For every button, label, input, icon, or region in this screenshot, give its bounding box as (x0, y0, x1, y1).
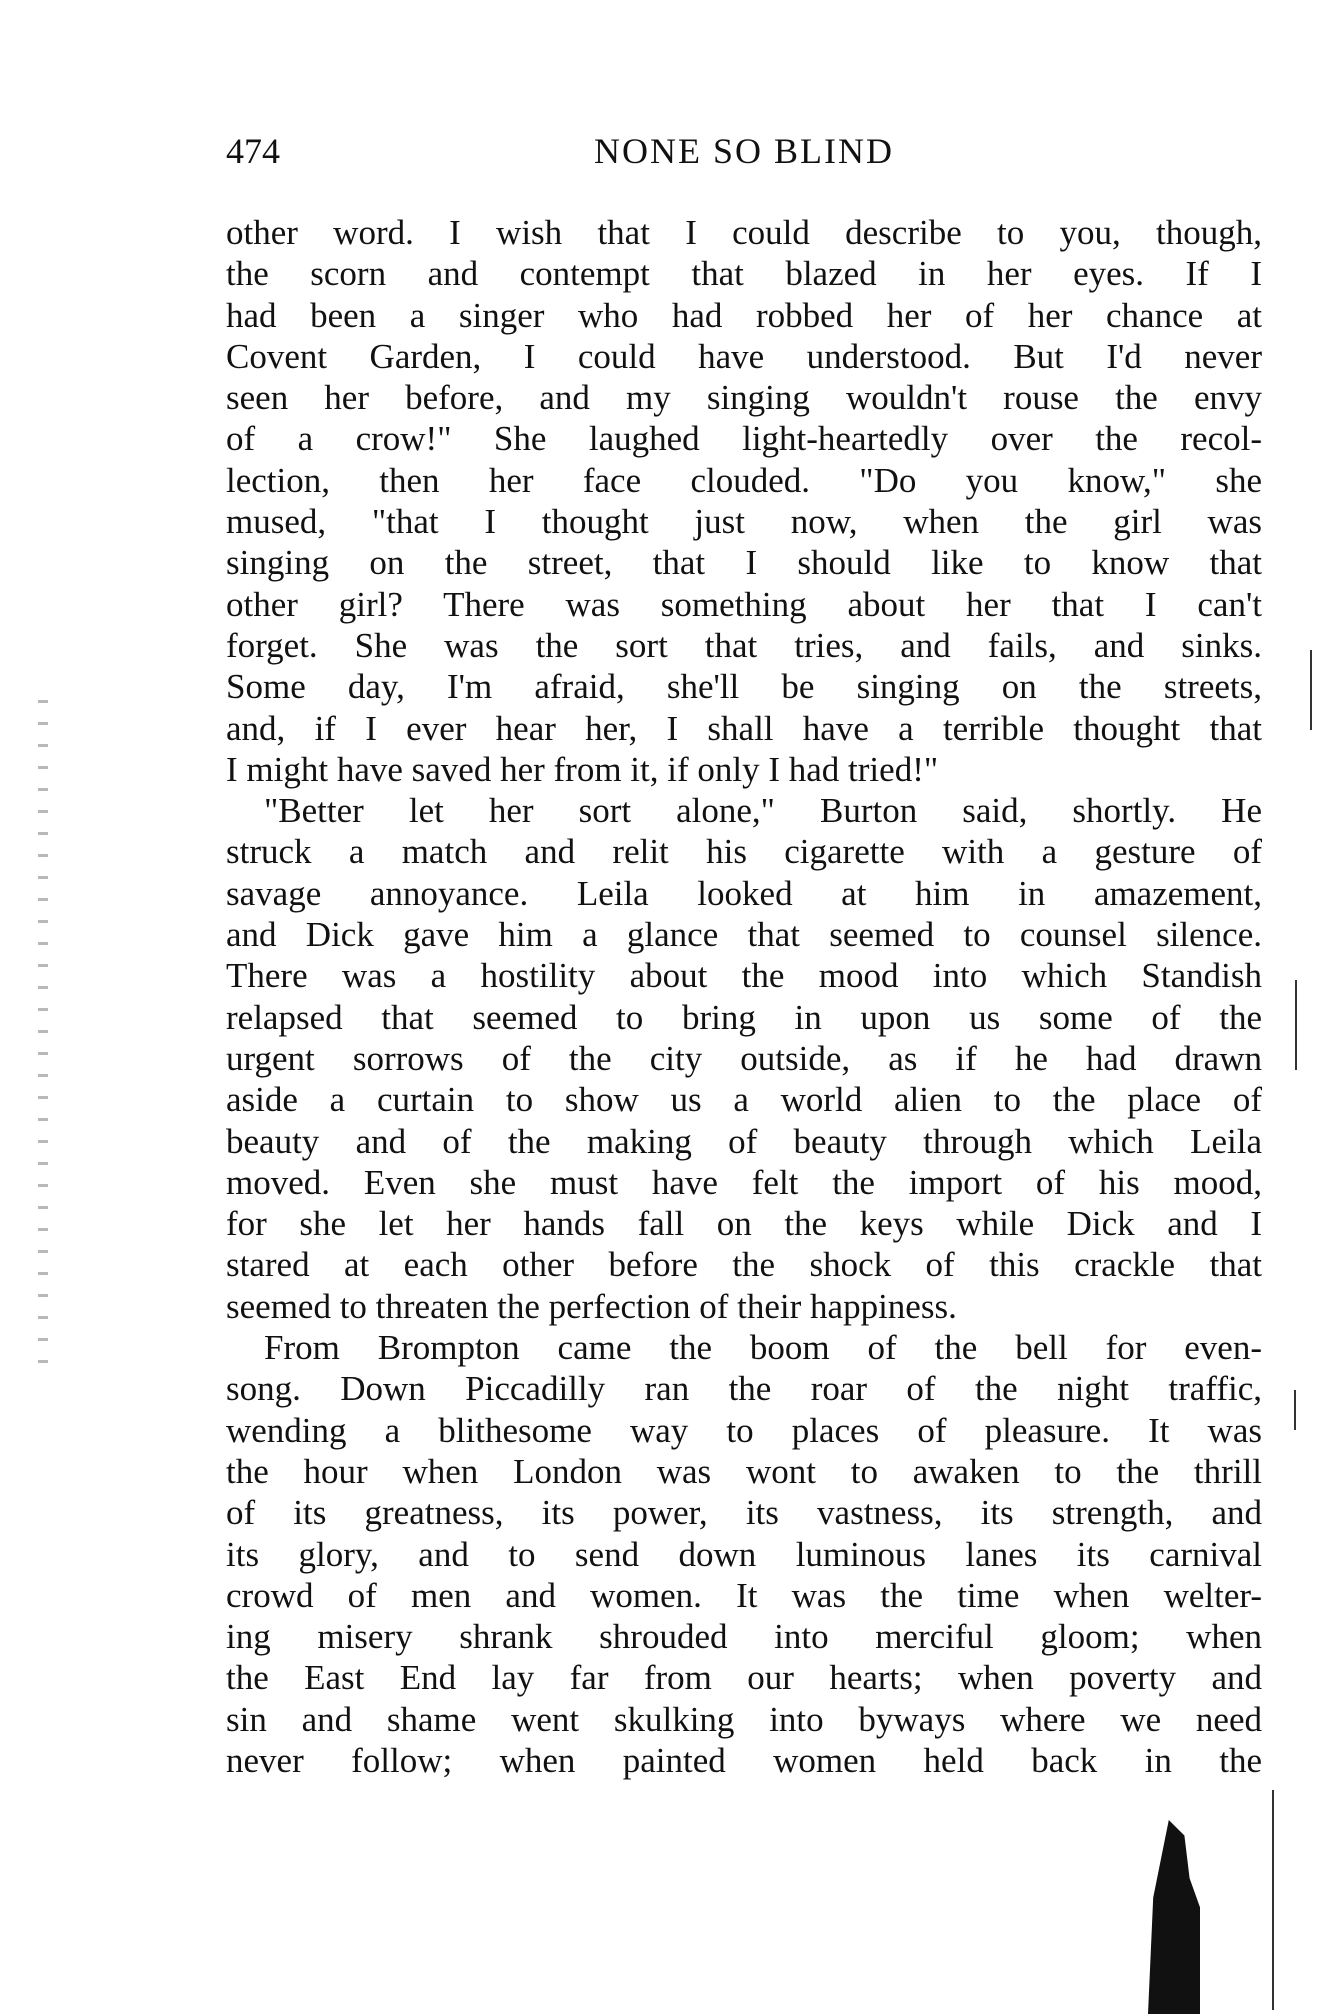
text-line: other word. I wish that I could describe to you, though, (226, 213, 1262, 252)
text-line: I might have saved her from it, if only I had tried!" (226, 749, 939, 789)
scan-edge-mark (1295, 980, 1297, 1070)
text-line: and, if I ever hear her, I shall have a terrible thought that (226, 708, 1262, 748)
text-line: the hour when London was wont to awaken to the thrill (226, 1451, 1262, 1491)
text-line: ing misery shrank shrouded into merciful gloom; when (226, 1617, 1262, 1657)
text-line: of its greatness, its power, its vastness, its strength, and (226, 1493, 1262, 1533)
text-line: beauty and of the making of beauty through which Leila (226, 1121, 1262, 1161)
text-line: of a crow!" She laughed light-heartedly over the recol- (226, 419, 1262, 459)
scan-ink-blot (1148, 1820, 1200, 2014)
text-line: Some day, I'm afraid, she'll be singing on the streets, (226, 667, 1262, 707)
text-line: There was a hostility about the mood into which Standish (226, 956, 1262, 996)
text-line: crowd of men and women. It was the time when welter- (226, 1575, 1262, 1615)
text-line: and Dick gave him a glance that seemed to counsel silence. (226, 915, 1262, 955)
text-line: lection, then her face clouded. "Do you know," she (226, 460, 1262, 500)
text-line: seen her before, and my singing wouldn't rouse the envy (226, 378, 1262, 418)
paragraph (226, 212, 1262, 790)
text-line: sin and shame went skulking into byways where we need (226, 1699, 1262, 1739)
page-number: 474 (226, 131, 280, 171)
text-line: stared at each other before the shock of this crackle that (226, 1245, 1262, 1285)
text-line: relapsed that seemed to bring in upon us some of the (226, 997, 1262, 1037)
text-line: struck a match and relit his cigarette with a gesture of (226, 832, 1262, 872)
text-line: the East End lay far from our hearts; when poverty and (226, 1658, 1262, 1698)
text-line: wending a blithesome way to places of pleasure. It was (226, 1410, 1262, 1450)
text-line: aside a curtain to show us a world alien to the place of (226, 1080, 1262, 1120)
text-line: song. Down Piccadilly ran the roar of the night traffic, (226, 1369, 1262, 1409)
text-line: seemed to threaten the perfection of their happiness. (226, 1286, 957, 1326)
text-line: urgent sorrows of the city outside, as if he had drawn (226, 1038, 1262, 1078)
text-line: moved. Even she must have felt the import of his mood, (226, 1162, 1262, 1202)
text-line: the scorn and contempt that blazed in her eyes. If I (226, 254, 1262, 294)
running-title: NONE SO BLIND (594, 131, 894, 171)
paragraph (226, 790, 1262, 1327)
paragraph (226, 1327, 1262, 1781)
text-line: Covent Garden, I could have understood. But I'd never (226, 336, 1262, 376)
text-line: for she let her hands fall on the keys while Dick and I (226, 1204, 1262, 1244)
text-line: "Better let her sort alone," Burton said, shortly. He (264, 791, 1262, 831)
text-line: had been a singer who had robbed her of her chance at (226, 295, 1262, 335)
scan-edge-mark (1310, 650, 1312, 730)
text-line: savage annoyance. Leila looked at him in amazement, (226, 873, 1262, 913)
text-line: From Brompton came the boom of the bell for even- (264, 1328, 1262, 1368)
text-line: other girl? There was something about her that I can't (226, 584, 1262, 624)
scan-edge-mark (1272, 1790, 1274, 2010)
scan-margin-marks (38, 700, 48, 1380)
running-header (226, 130, 1262, 180)
scan-edge-mark (1294, 1390, 1296, 1430)
text-line: never follow; when painted women held back in the (226, 1740, 1262, 1780)
text-line: singing on the street, that I should like to know that (226, 543, 1262, 583)
text-line: its glory, and to send down luminous lanes its carnival (226, 1534, 1262, 1574)
page-body (226, 212, 1262, 1781)
text-line: forget. She was the sort that tries, and fails, and sinks. (226, 625, 1262, 665)
text-line: mused, "that I thought just now, when the girl was (226, 502, 1262, 542)
